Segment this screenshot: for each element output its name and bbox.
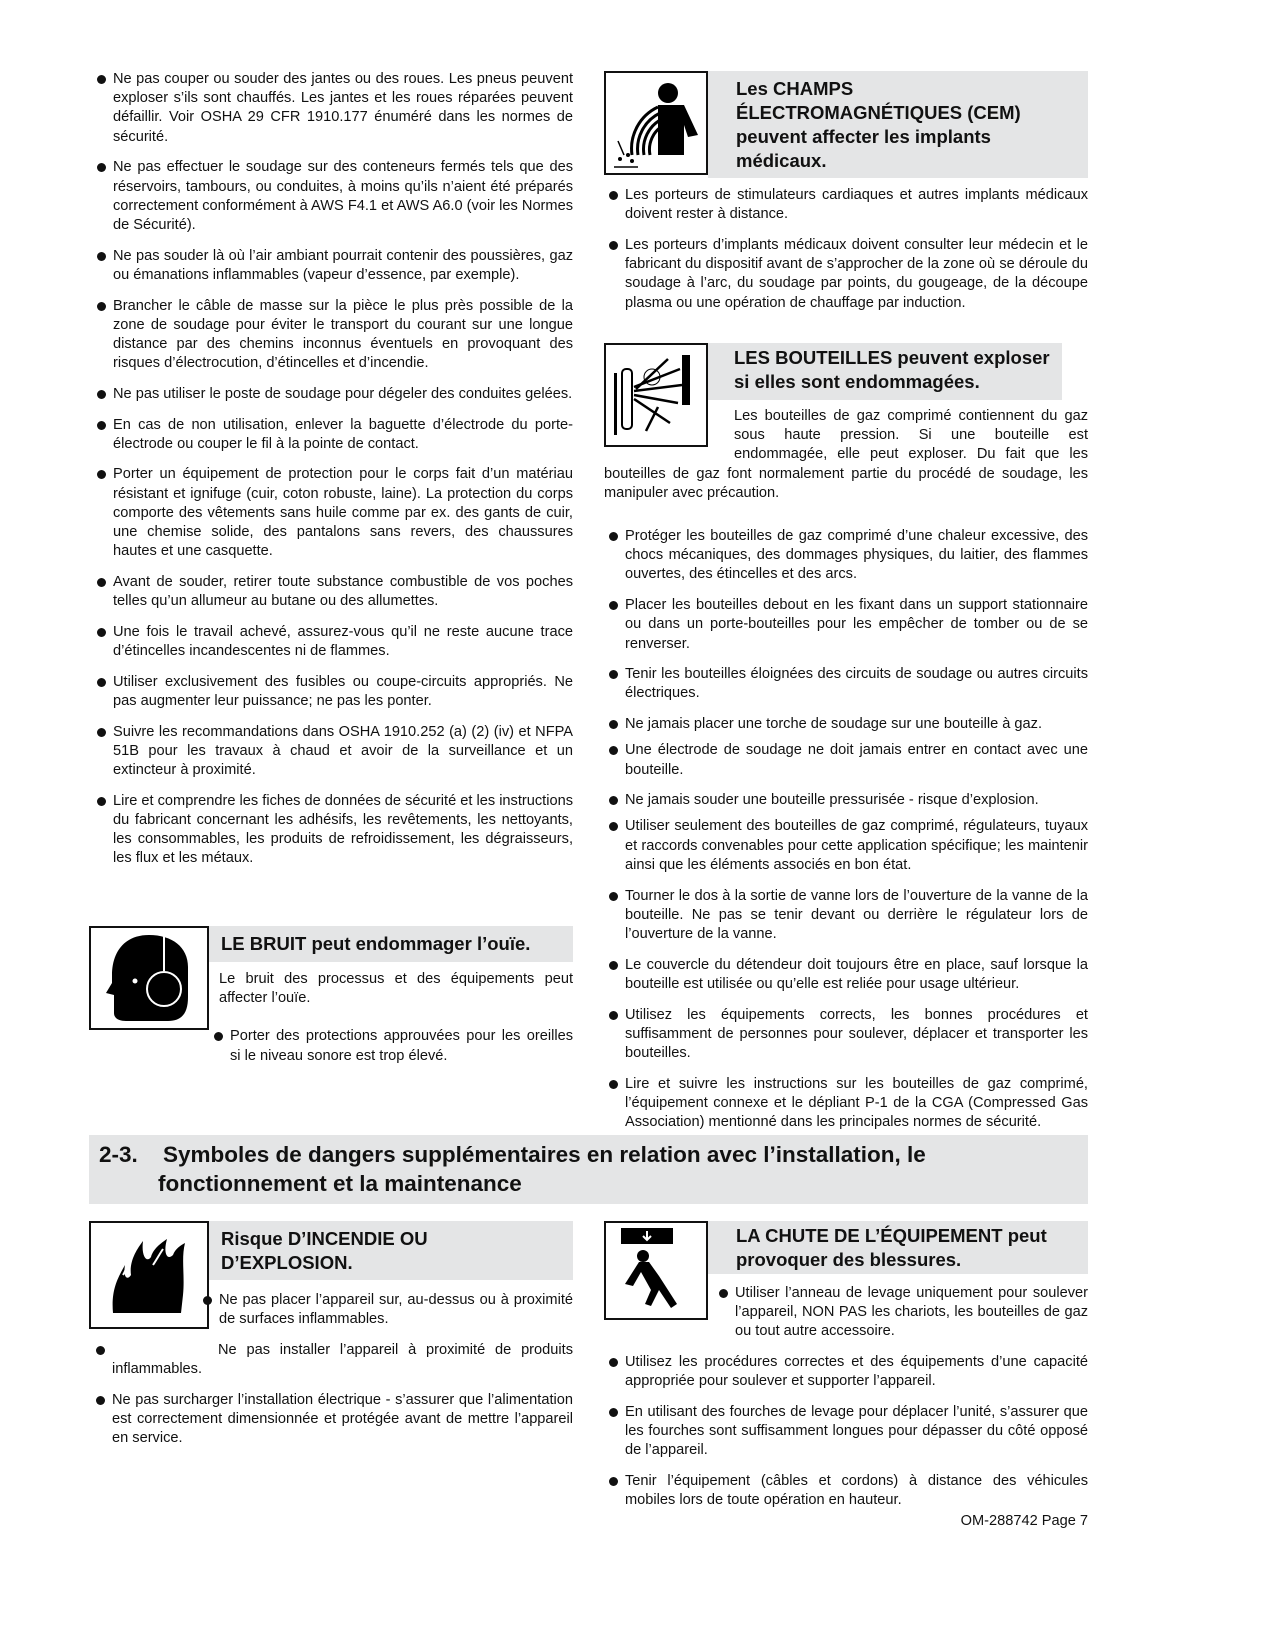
list-item: Lire et suivre les instructions sur les bouteilles de gaz comprimé, l’équipement connexe et le dépliant P-1 de la CGA (Compressed Gas Association) mentionné dans les principales normes de sécurité. (604, 1075, 1088, 1133)
noise-hazard-title: LE BRUIT peut endommager l’ouïe. (209, 926, 573, 962)
fire-hazard-block (89, 1221, 573, 1460)
list-item: Utiliser exclusivement des fusibles ou coupe-circuits appropriés. Ne pas augmenter leur puissance; ne pas les ponter. (92, 673, 573, 711)
list-item: Les porteurs d’implants médicaux doivent consulter leur médecin et le fabricant du dispositif avant de s’approcher de la zone où se déroule du soudage à l’arc, du soudage par points, du gougeage, de la découpe plasma ou une opération de chauffage par induction. (604, 236, 1088, 313)
noise-intro: Le bruit des processus et des équipements peut affecter l’ouïe. (219, 971, 573, 1007)
list-item: Porter un équipement de protection pour le corps fait d’un matériau résistant et ignifuge (cuir, coton robuste, laine). La protection du corps comporte des vêtements sans huile comme par ex. des gants de cuir, une chemise solide, des pantalons sans revers, des chaussures hautes et une casquette. (92, 465, 573, 561)
list-item: Ne pas couper ou souder des jantes ou des roues. Les pneus peuvent exploser s’ils sont chauffés. Les jantes et les roues réparées peuvent défaillir. Voir OSHA 29 CFR 1910.177 énuméré dans les normes de sécurité. (92, 70, 573, 147)
list-item: Utiliser l’anneau de levage uniquement pour soulever l’appareil, NON PAS les chariots, les bouteilles de gaz ou tout autre accessoire. (714, 1284, 1088, 1342)
falling-equipment-block (604, 1221, 1088, 1522)
emf-hazard-title: Les CHAMPS ÉLECTROMAGNÉTIQUES (CEM) peuvent affecter les implants médicaux. (708, 71, 1088, 178)
cylinder-intro: Les bouteilles de gaz comprimé contiennent du gaz sous haute pression. Si une bouteille est endommagée, elle peut exploser. Du fait que les bouteilles de gaz font normalement partie du procédé de soudage, les manipuler avec précaution. (604, 408, 1088, 501)
section-number: 2-3. (99, 1142, 138, 1167)
cylinder-hazard-title: LES BOUTEILLES peuvent exploser si elles sont endommagées. (708, 343, 1062, 400)
list-item: Brancher le câble de masse sur la pièce le plus près possible de la zone de soudage pour éviter le transport du courant sur une longue distance par des chemins inconnus éventuels en provoquant des risques d’électrocution, d’étincelles et d’incendie. (92, 297, 573, 374)
list-item: Suivre les recommandations dans OSHA 1910.252 (a) (2) (iv) et NFPA 51B pour les travaux à chaud et avoir de la surveillance et un extincteur à proximité. (92, 723, 573, 781)
list-item: Ne pas installer l’appareil à proximité de produits inflammables. (91, 1341, 573, 1379)
list-item: Utilisez les équipements corrects, les bonnes procédures et suffisamment de personnes pour soulever, déplacer et transporter les bouteilles. (604, 1006, 1088, 1064)
list-item: Placer les bouteilles debout en les fixant dans un support stationnaire ou dans un porte-bouteilles pour les empêcher de tomber ou de se renverser. (604, 596, 1088, 654)
list-item: Ne pas surcharger l’installation électrique - s’assurer que l’alimentation est correctement dimensionnée et protégée avant de mettre l’appareil en service. (91, 1391, 573, 1449)
list-item: Tenir l’équipement (câbles et cordons) à distance des véhicules mobiles lors de toute opération en hauteur. (604, 1472, 1088, 1510)
left-column (92, 70, 573, 880)
list-item: Ne pas souder là où l’air ambiant pourrait contenir des poussières, gaz ou émanations inflammables (vapeur d’essence, par exemple). (92, 247, 573, 285)
list-item: Le couvercle du détendeur doit toujours être en place, sauf lorsque la bouteille est utilisée ou qu’elle est reliée pour usage ultérieur. (604, 956, 1088, 994)
section-title-line1: Symboles de dangers supplémentaires en relation avec l’installation, le (163, 1142, 926, 1167)
list-item: Tenir les bouteilles éloignées des circuits de soudage ou autres circuits électriques. (604, 665, 1088, 703)
falling-equipment-icon (604, 1221, 708, 1320)
list-item: Utilisez les procédures correctes et des équipements d’une capacité appropriée pour soulever et supporter l’appareil. (604, 1353, 1088, 1391)
left-bullet-list (92, 70, 573, 869)
list-item: Ne pas placer l’appareil sur, au-dessus ou à proximité de surfaces inflammables. (198, 1291, 573, 1329)
exploding-cylinder-icon (604, 343, 708, 447)
list-item: Une fois le travail achevé, assurez-vous qu’il ne reste aucune trace d’étincelles incandescentes ni de flammes. (92, 623, 573, 661)
section-title-line2: fonctionnement et la maintenance (158, 1171, 522, 1196)
list-item: Lire et comprendre les fiches de données de sécurité et les instructions du fabricant concernant les adhésifs, les revêtements, les nettoyants, les consommables, les produits de refroidissement, les dégraisseurs, les flux et les métaux. (92, 792, 573, 869)
list-item: Porter des protections approuvées pour les oreilles si le niveau sonore est trop élevé. (209, 1027, 573, 1065)
list-item: Ne pas effectuer le soudage sur des conteneurs fermés tels que des réservoirs, tambours, ou conduites, à moins qu’ils n’aient été préparés correctement conformément à AWS F4.1 et AWS A6.0 (voir les Normes de Sécurité). (92, 158, 573, 235)
list-item: Protéger les bouteilles de gaz comprimé d’une chaleur excessive, des chocs mécaniques, des dommages physiques, du laitier, des flammes ouvertes, des étincelles et des arcs. (604, 527, 1088, 585)
noise-hazard-block (89, 926, 573, 1077)
emf-hazard-block (604, 71, 1088, 324)
list-item: Une électrode de soudage ne doit jamais entrer en contact avec une bouteille. (604, 741, 1088, 779)
fire-flames-icon (89, 1221, 209, 1329)
list-item: En utilisant des fourches de levage pour déplacer l’unité, s’assurer que les fourches sont suffisamment longues pour dépasser du côté opposé de l’appareil. (604, 1403, 1088, 1461)
list-item: Tourner le dos à la sortie de vanne lors de l’ouverture de la vanne de la bouteille. Ne pas se tenir devant ou derrière le régulateur lors de l’ouverture de la vanne. (604, 887, 1088, 945)
emf-pacemaker-icon (604, 71, 708, 175)
hearing-protection-icon (89, 926, 209, 1030)
page-footer: OM-288742 Page 7 (960, 1513, 1088, 1529)
list-item: Avant de souder, retirer toute substance combustible de vos poches telles qu’un allumeur au butane ou des allumettes. (92, 573, 573, 611)
list-item: Ne jamais placer une torche de soudage sur une bouteille à gaz. (604, 715, 1088, 734)
list-item: Utiliser seulement des bouteilles de gaz comprimé, régulateurs, tuyaux et raccords convenables pour cette application spécifique; les maintenir ainsi que les éléments associés en bon état. (604, 817, 1088, 875)
list-item: En cas de non utilisation, enlever la baguette d’électrode du porte-électrode ou couper le fil à la pointe de contact. (92, 416, 573, 454)
list-item: Ne pas utiliser le poste de soudage pour dégeler des conduites gelées. (92, 385, 573, 404)
list-item: Ne jamais souder une bouteille pressurisée - risque d’explosion. (604, 791, 1088, 810)
section-heading (89, 1135, 1088, 1204)
cylinder-hazard-block (604, 343, 1088, 1144)
fire-hazard-title: Risque D’INCENDIE OU D’EXPLOSION. (209, 1221, 573, 1280)
falling-equipment-title: LA CHUTE DE L’ÉQUIPEMENT peut provoquer des blessures. (708, 1221, 1088, 1274)
list-item: Les porteurs de stimulateurs cardiaques et autres implants médicaux doivent rester à distance. (604, 186, 1088, 224)
